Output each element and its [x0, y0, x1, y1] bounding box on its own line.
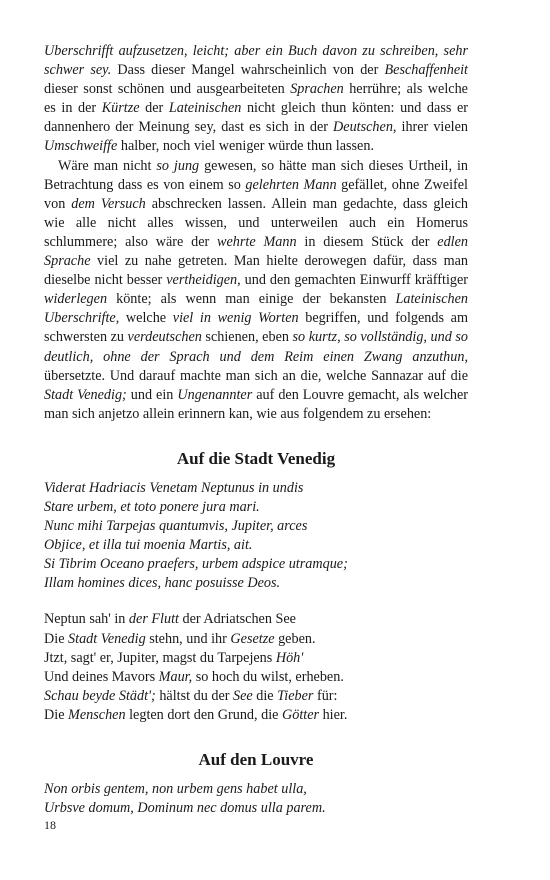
page-content	[44, 42, 468, 818]
italic-text: Lateinischen	[168, 100, 242, 117]
verse-line: Urbsve domum, Dominum nec domus ulla parem.	[44, 800, 326, 817]
verse-line: Nunc mihi Tarpejas quantumvis, Jupiter, arces	[44, 518, 308, 535]
text-run: Neptun sah' in	[44, 611, 129, 628]
text-run: ihrer vielen	[396, 119, 468, 136]
verse-line	[44, 706, 468, 725]
text-run: Jtzt, sagt' er, Jupiter, magst du Tarpejens	[44, 649, 276, 666]
latin-verse-louvre	[44, 780, 468, 818]
text-run: Die	[44, 706, 69, 723]
italic-text: Ungenannter	[177, 386, 253, 403]
italic-text: Schau beyde Städt';	[44, 687, 156, 704]
verse-line	[44, 668, 468, 687]
text-run: für:	[313, 687, 338, 704]
italic-text: widerlegen	[44, 291, 108, 308]
text-run: Und deines Mavors	[44, 668, 159, 685]
italic-text: Höh'	[275, 649, 304, 666]
text-run: abschrecken lassen. Allein man gedachte, dass gleich wie alle nicht alles wissen, und unterweilen auch ein Homerus schlummere; also wäre der	[44, 195, 468, 250]
prose-body	[44, 42, 468, 424]
verse-line: Non orbis gentem, non urbem gens habet ulla,	[44, 781, 307, 797]
text-run: nicht gleich thun könten: und dass er dannenhero der Meinung sey, dast es sich in der	[44, 100, 468, 136]
text-run: könte; als wenn man einige der bekansten	[107, 291, 396, 308]
italic-text: Stadt Venedig;	[44, 386, 127, 403]
text-run: geben.	[274, 630, 316, 647]
verse-line	[44, 649, 468, 668]
italic-text: dem Versuch	[71, 195, 146, 212]
italic-text: Umschweiffe	[44, 138, 118, 155]
text-run: in diesem Stück der	[296, 233, 438, 250]
text-run: übersetzte. Und darauf machte man sich an die, welche Sannazar auf die	[44, 367, 468, 384]
verse-line	[44, 610, 468, 629]
text-run: die	[252, 687, 278, 704]
italic-text: Stadt Venedig	[68, 630, 146, 647]
italic-text: Uberschrifft aufzusetzen, leicht; aber ein Buch davon zu schreiben, sehr schwer sey.	[44, 43, 468, 79]
text-run: Die	[44, 630, 69, 647]
italic-text: viel in wenig Worten	[172, 310, 299, 327]
verse-line: Viderat Hadriacis Venetam Neptunus in undis	[44, 479, 304, 496]
text-run: welche	[119, 310, 173, 327]
text-run: hältst du der	[155, 687, 234, 704]
text-run: der	[139, 100, 169, 117]
italic-text: so jung	[156, 157, 200, 174]
page-number: 18	[44, 818, 56, 832]
italic-text: Sprachen	[290, 81, 344, 98]
paragraph	[44, 42, 468, 157]
italic-text: gelehrten Mann	[245, 176, 337, 193]
italic-text: Tieber	[277, 687, 314, 704]
text-run: Wäre man nicht	[58, 157, 157, 174]
italic-text: Maur,	[158, 668, 193, 685]
italic-text: so kurtz, so vollständig, und so deutlich, ohne der Sprach und dem Reim einen Zwang anzuthun,	[44, 329, 468, 365]
italic-text: Götter	[281, 706, 320, 723]
text-run: legten dort den Grund, die	[125, 706, 282, 723]
text-run: stehn, und ihr	[145, 630, 231, 647]
paragraph	[44, 157, 468, 424]
italic-text: vertheidigen,	[166, 272, 241, 289]
text-run: halber, noch viel weniger würde thun lassen.	[117, 138, 374, 155]
verse-line: Illam homines dices, hanc posuisse Deos.	[44, 575, 281, 592]
italic-text: edlen Sprache	[44, 233, 468, 270]
text-run: viel zu nahe getreten. Man hielte derowegen dafür, dass man dieselbe nicht besser	[44, 253, 468, 289]
italic-text: der Flutt	[128, 611, 179, 628]
poem-title-louvre: Auf den Louvre	[198, 750, 314, 769]
text-run: und den gemachten Einwurff kräfftiger	[240, 272, 468, 289]
stanza-gap	[44, 593, 468, 610]
text-run: so hoch du wilst, erheben.	[192, 668, 344, 685]
latin-verse-venedig	[44, 479, 468, 594]
text-run: der Adriatschen See	[178, 611, 296, 628]
italic-text: See	[233, 687, 253, 704]
italic-text: Lateinischen Uberschrifte,	[44, 291, 468, 327]
text-run: gewesen, so hätte man sich dieses Urtheil, in Betrachtung dass es von einem so	[44, 157, 468, 193]
text-run: Dass dieser Mangel wahrscheinlich von der	[111, 62, 385, 79]
italic-text: wehrte Mann	[217, 233, 297, 250]
italic-text: Menschen	[68, 706, 126, 723]
text-run: begriffen, und folgends am schwersten zu	[44, 310, 468, 346]
poem-title-venedig: Auf die Stadt Venedig	[176, 448, 336, 468]
text-run: auf den Louvre gemacht, als welcher man sich anjetzo allein erinnern kan, wie aus folgendem zu ersehen:	[44, 386, 468, 422]
verse-line	[44, 687, 468, 706]
text-run: dieser sonst schönen und ausgearbeiteten	[44, 81, 291, 98]
text-run: gefället, ohne Zweifel von	[44, 176, 468, 212]
text-run: und ein	[126, 386, 178, 403]
italic-text: Kürtze	[101, 100, 140, 117]
verse-line: Stare urbem, et toto ponere jura mari.	[44, 498, 260, 515]
verse-line	[44, 630, 468, 649]
german-verse-venedig	[44, 610, 468, 725]
italic-text: verdeutschen	[127, 329, 202, 346]
text-run: schienen, eben	[201, 329, 293, 346]
verse-line: Objice, et illa tui moenia Martis, ait.	[44, 537, 253, 554]
text-run: hier.	[319, 706, 348, 723]
verse-line: Si Tibrim Oceano praefers, urbem adspice utramque;	[44, 556, 348, 573]
italic-text: Deutschen,	[333, 119, 397, 136]
italic-text: Beschaffenheit	[384, 62, 469, 79]
italic-text: Gesetze	[230, 630, 275, 647]
text-run: herrühre; als welche es in der	[44, 81, 468, 117]
